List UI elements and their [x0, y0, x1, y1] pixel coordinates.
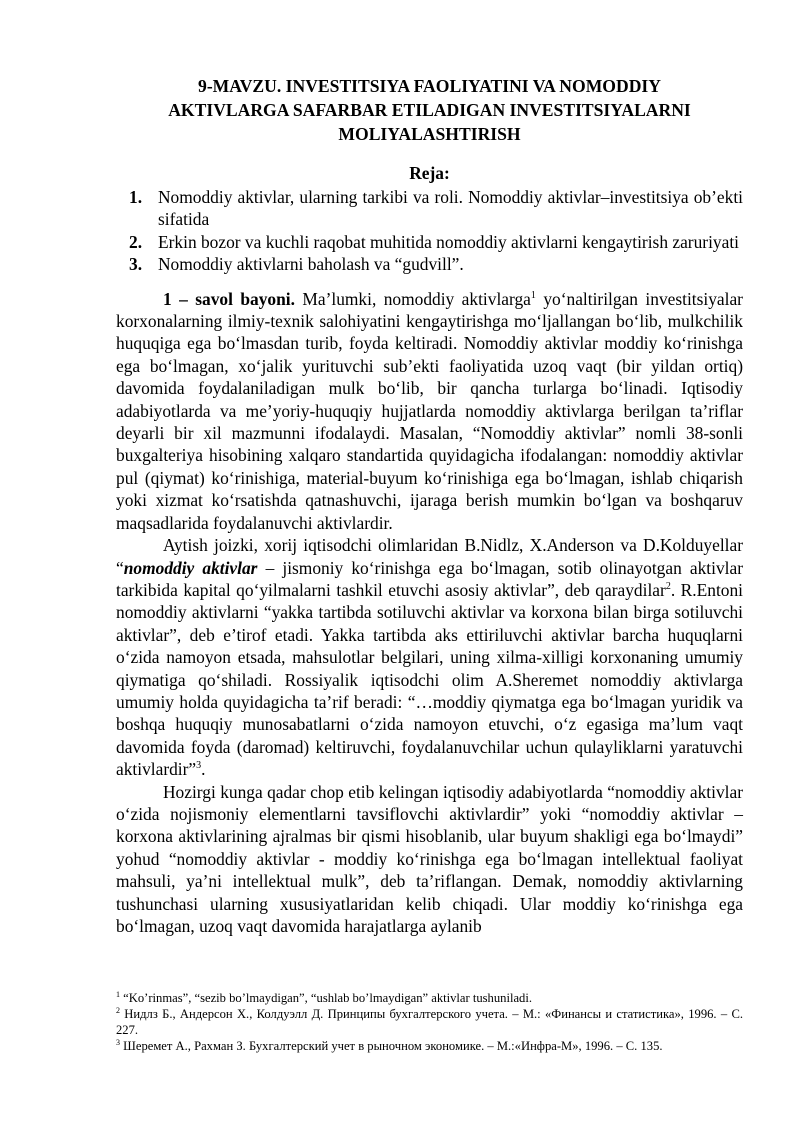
footnote-item: [116, 990, 743, 1006]
plan-item-number: 2.: [129, 231, 143, 252]
footnote-number: 1: [116, 989, 120, 999]
document-title: [116, 74, 743, 146]
paragraph-text: . R.Entoni nomoddiy aktivlarni “yakka tartibda sotiluvchi aktivlar va korxona bilan birga sotiluvchi aktivlar”, deb e’tirof etadi. Yakka tartibda aks ettiriluvchi aktivlar barcha huquqlarni o‘zida namoyon etsada, mahsulotlar belgilari, uning xilma-xilligi korxonaning umumiy qiymatiga qo‘shiladi. Rossiyalik iqtisodchi olim A.Sheremet nomoddiy aktivlarga umumiy holda quyidagicha ta’rif beradi: “…moddiy qiymatga ega bo‘lmagan yuridik va boshqa huquqiy munosabatlarni o‘zida namoyon etuvchi, o‘z egasiga ma’lum vaqt davomida foyda (daromad) keltiruvchi, foydalanuvchilar uchun qulayliklarni yaratuvchi aktivlardir”: [116, 579, 744, 780]
paragraph-text: yo‘naltirilgan investitsiyalar korxonalarning ilmiy-texnik salohiyatini kengaytirishga mo‘ljallangan bo‘lib, mulkchilik huquqiga ega bo‘lmasdan turib, foyda keltiradi. Nomoddiy aktivlar moddiy ko‘rinishga ega bo‘lmagan, xo‘jalik yurituvchi sub’ekti faoliyatida uzoq vaqt (bir yildan ortiq) davomida foydalaniladigan mulk bo‘lib, bir qancha turlarga bo‘linadi. Iqtisodiy adabiyotlarda va me’yoriy-huquqiy hujjatlarda nomoddiy aktivlarga berilgan ta’riflar deyarli bir xil mazmunni ifodalaydi. Masalan, “Nomoddiy aktivlar” nomli 38-sonli buxgalteriya hisobining xalqaro standartida quyidagicha ifodalangan: nomoddiy aktivlar pul (qiymat) ko‘rinishiga, material-buyum ko‘rinishiga ega bo‘lmagan, ishlab chiqarish yoki xizmat ko‘rsatishda qatnashuvchi, ijaraga berish mumkin bo‘lgan va boshqaruv maqsadlarida foydalanuvchi aktivlardir.: [116, 288, 743, 533]
plan-item: [116, 231, 743, 253]
footnote-text: “Ko’rinmas”, “sezib bo’lmaydigan”, “ushlab bo’lmaydigan” aktivlar tushuniladi.: [120, 991, 532, 1005]
paragraph-2: [116, 534, 743, 780]
section-lead: 1 – savol bayoni.: [163, 288, 295, 309]
plan-item-text: Nomoddiy aktivlarni baholash va “gudvill”.: [158, 254, 464, 275]
title-line-2: AKTIVLARGA SAFARBAR ETILADIGAN INVESTITSIYALARNI: [168, 100, 691, 120]
footnote-ref-3[interactable]: 3: [196, 760, 202, 772]
document-body: [116, 288, 743, 938]
plan-heading: Reja:: [409, 163, 450, 183]
title-line-3: MOLIYALASHTIRISH: [338, 124, 521, 144]
paragraph-text: .: [201, 759, 206, 780]
plan-item-number: 1.: [129, 187, 143, 207]
footnote-item: [116, 1038, 743, 1054]
footnote-text: Шеремет А., Рахман З. Бухгалтерский учет в рыночном экономике. – М.:«Инфра-М», 1996. – С. 135.: [120, 1039, 663, 1053]
paragraph-1: [116, 288, 743, 534]
paragraph-text: Ma’lumki, nomoddiy aktivlarga: [294, 288, 531, 309]
footnote-text: Нидлз Б., Андерсон Х., Колдуэлл Д. Принципы бухгалтерского учета. – М.: «Финансы и статистика», 1996. – С. 227.: [116, 1007, 743, 1037]
footnote-item: [116, 1006, 743, 1038]
footnote-ref-1[interactable]: 1: [530, 289, 536, 301]
plan-item: [116, 253, 743, 275]
plan-item-text: Nomoddiy aktivlar, ularning tarkibi va roli. Nomoddiy aktivlar–investitsiya ob’ekti sifatida: [158, 187, 743, 230]
emphasized-term: nomoddiy aktivlar: [123, 557, 258, 578]
plan-item: [116, 186, 743, 231]
plan-item-number: 3.: [129, 254, 143, 275]
paragraph-3: Hozirgi kunga qadar chop etib kelingan iqtisodiy adabiyotlarda “nomoddiy aktivlar o‘zida nojismoniy elementlarni tavsiflovchi aktivlardir” yoki “nomoddiy aktivlar – korxona aktivlarining ajralmas bir qismi hisoblanib, ular buyum shakligi ega bo‘lmaydi” yohud “nomoddiy aktivlar - moddiy ko‘rinishga ega bo‘lmagan intellektual faoliyat mahsuli, ya’ni intellektual mulk”, deb ta’riflangan. Demak, nomoddiy aktivlarning tushunchasi ularning xususiyatlaridan kelib chiqadi. Ular moddiy ko‘rinishga ega bo‘lmagan, uzoq vaqt davomida harajatlarga aylanib: [116, 781, 743, 936]
footnotes: [116, 990, 743, 1054]
paragraph-text: – jismoniy ko‘rinishga ega bo‘lmagan, sotib olinayotgan aktivlar tarkibida kapital qo‘yilmalarni tashkil etuvchi asosiy aktivlar”, deb qaraydilar: [116, 557, 744, 600]
plan-list: [116, 186, 743, 276]
title-line-1: 9-MAVZU. INVESTITSIYA FAOLIYATINI VA NOMODDIY: [198, 76, 661, 96]
footnote-number: 2: [116, 1005, 120, 1015]
footnote-number: 3: [116, 1037, 120, 1047]
plan-item-text: Erkin bozor va kuchli raqobat muhitida nomoddiy aktivlarni kengaytirish zaruriyati: [158, 231, 739, 252]
footnote-ref-2[interactable]: 2: [665, 581, 671, 593]
paragraph-text: Aytish joizki, xorij iqtisodchi olimlaridan B.Nidlz, X.Anderson va D.Kolduyellar “: [116, 535, 743, 578]
